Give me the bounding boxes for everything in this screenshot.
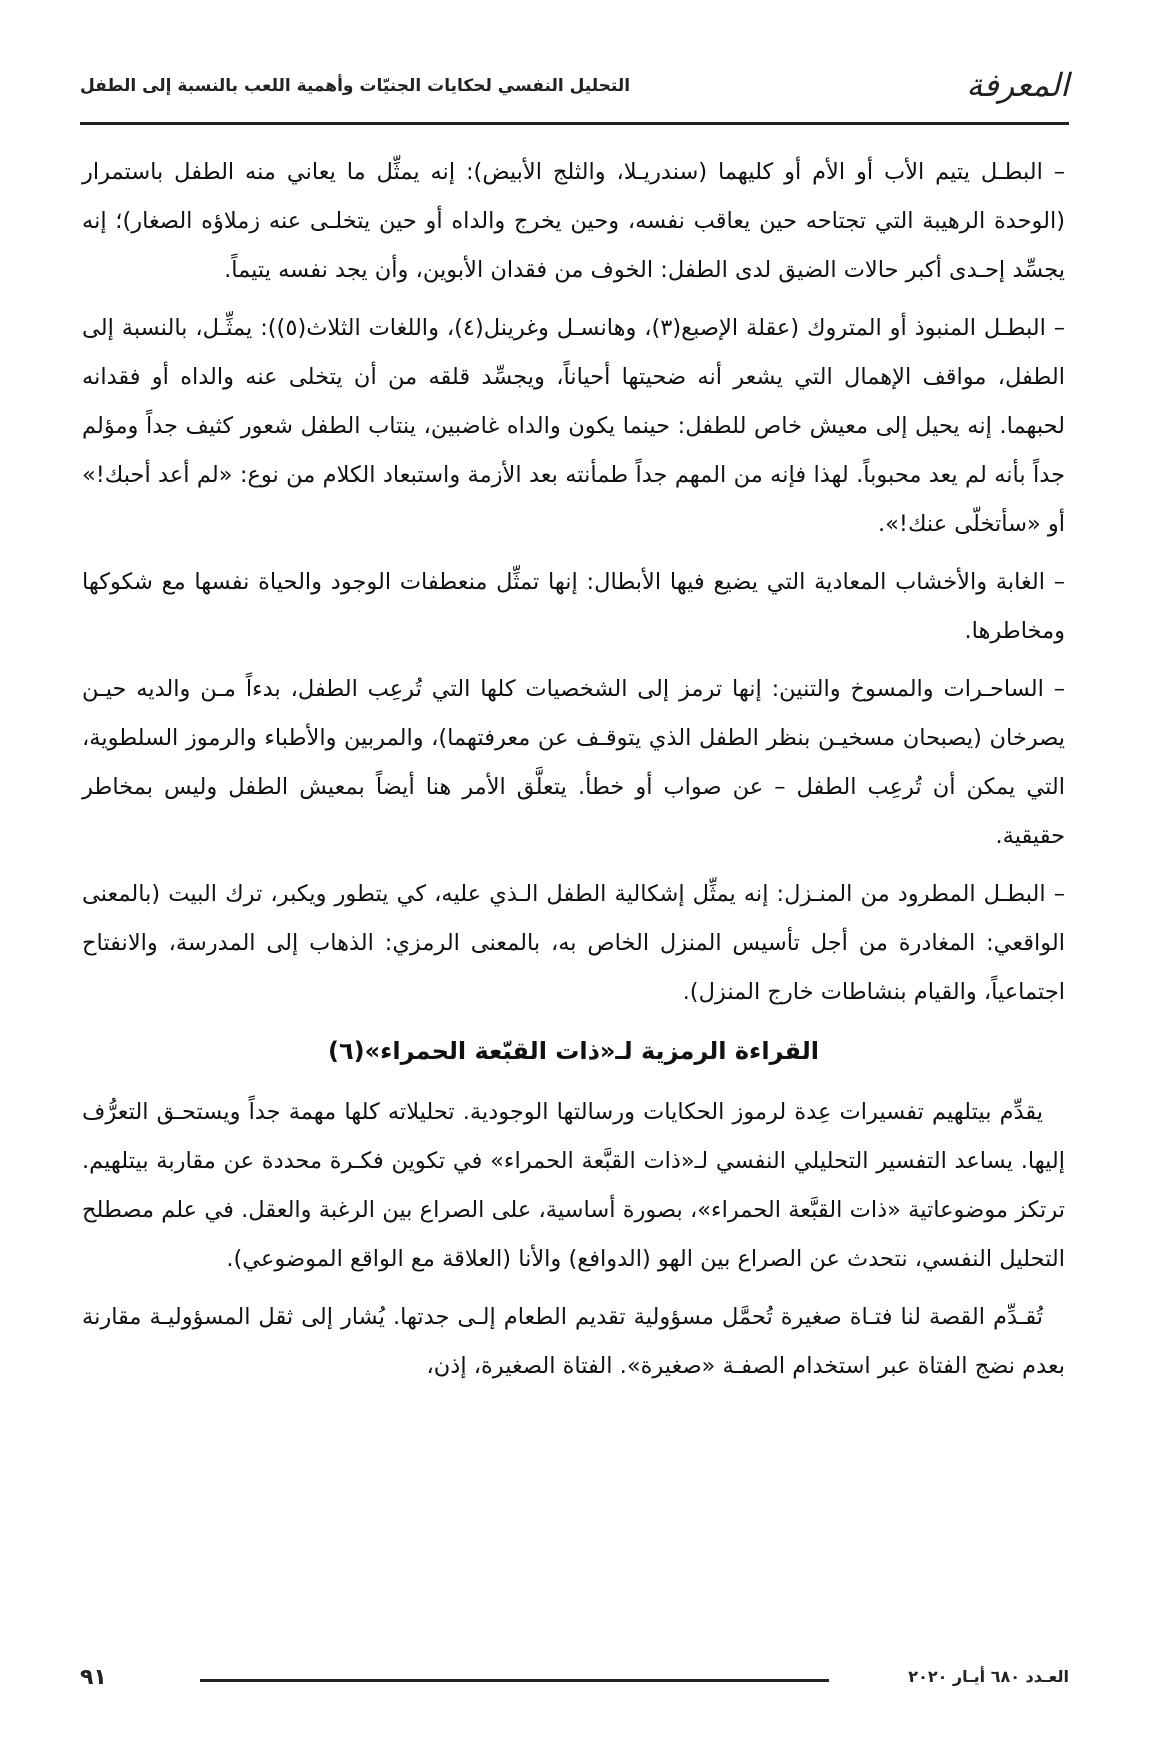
page-header bbox=[80, 62, 1069, 114]
paragraph: – البطـل المنبوذ أو المتروك (عقلة الإصبع(٣)، وهانسـل وغرينل(٤)، واللغات الثلاث(٥)): يمثِّـل، بالنسبة إلى الطفل، مواقف الإهمال التي يشعر أنه ضحيتها أحياناً، ويجسِّد قلقه من أن يتخلى عنه والداه أو فقدانه لحبهما. إنه يحيل إلى معيش خاص للطفل: حينما يكون والداه غاضبين، ينتاب الطفل شعور كثيف جداً ومؤلم جداً بأنه لم يعد محبوباً. لهذا فإنه من المهم جداً طمأنته بعد الأزمة واستبعاد الكلام من نوع: «لم أعد أحبك!» أو «سأتخلّى عنك!». bbox=[82, 315, 1066, 537]
paragraph: يقدِّم بيتلهيم تفسيرات عِدة لرموز الحكايات ورسالتها الوجودية. تحليلاته كلها مهمة جداً ويستحـق التعرُّف إليها. يساعد التفسير التحليلي النفسي لـ«ذات القبَّعة الحمراء» في تكوين فكـرة محددة عن مقاربة بيتلهيم. ترتكز موضوعاتية «ذات القبَّعة الحمراء»، بصورة أساسية، على الصراع بين الرغبة والعقل. في علم مصطلح التحليل النفسي، نتحدث عن الصراع بين الهو (الدوافع) والأنا (العلاقة مع الواقع الموضوعي). bbox=[82, 1099, 1065, 1272]
paragraph: – البطـل يتيم الأب أو الأم أو كليهما (سندريـلا، والثلج الأبيض): إنه يمثِّل ما يعاني منه الطفل باستمرار (الوحدة الرهيبة التي تجتاحه حين يعاقب نفسه، وحين يخرج والداه أو حين يتخلـى عنه زملاؤه الصغار)؛ إنه يجسِّد إحـدى أكبر حالات الضيق لدى الطفل: الخوف من فقدان الأبوين، وأن يجد نفسه يتيماً. bbox=[82, 159, 1065, 283]
page-footer bbox=[80, 1665, 1069, 1705]
section-heading: القراءة الرمزية لـ«ذات القبّعة الحمراء»(٦) bbox=[328, 1037, 819, 1065]
paragraph: – البطـل المطرود من المنـزل: إنه يمثِّل إشكالية الطفل الـذي عليه، كي يتطور ويكبر، ترك البيت (بالمعنى الواقعي: المغادرة من أجل تأسيس المنزل الخاص به، بالمعنى الرمزي: الذهاب إلى المدرسة، والانفتاح اجتماعياً، والقيام بنشاطات خارج المنزل). bbox=[82, 881, 1065, 1005]
header-rule bbox=[80, 122, 1069, 125]
magazine-logo: المعرفة bbox=[966, 66, 1069, 104]
running-title: التحليل النفسي لحكايات الجنيّات وأهمية اللعب بالنسبة إلى الطفل bbox=[80, 76, 631, 96]
paragraph: – الساحـرات والمسوخ والتنين: إنها ترمز إلى الشخصيات كلها التي تُرعِب الطفل، بدءاً مـن والديه حيـن يصرخان (يصبحان مسخيـن بنظر الطفل الذي يتوقـف عن معرفتهما)، والمربين والأطباء والرموز السلطوية، التي يمكن أن تُرعِب الطفل – عن صواب أو خطأ. يتعلَّق الأمر هنا أيضاً بمعيش الطفل وليس بمخاطر حقيقية. bbox=[82, 676, 1065, 849]
article-body bbox=[82, 148, 1065, 1400]
paragraph: تُقـدِّم القصة لنا فتـاة صغيرة تُحمَّل مسؤولية تقديم الطعام إلـى جدتها. يُشار إلى ثقل المسؤوليـة مقارنة بعدم نضج الفتاة عبر استخدام الصفـة «صغيرة». الفتاة الصغيرة، إذن، bbox=[82, 1304, 1065, 1379]
footer-rule bbox=[200, 1679, 829, 1682]
issue-info: العـدد ٦٨٠ أيـار ٢٠٢٠ bbox=[908, 1667, 1069, 1686]
page-number: ٩١ bbox=[80, 1665, 107, 1690]
paragraph: – الغابة والأخشاب المعادية التي يضيع فيها الأبطال: إنها تمثِّل منعطفات الوجود والحياة نفسها مع شكوكها ومخاطرها. bbox=[82, 569, 1065, 644]
